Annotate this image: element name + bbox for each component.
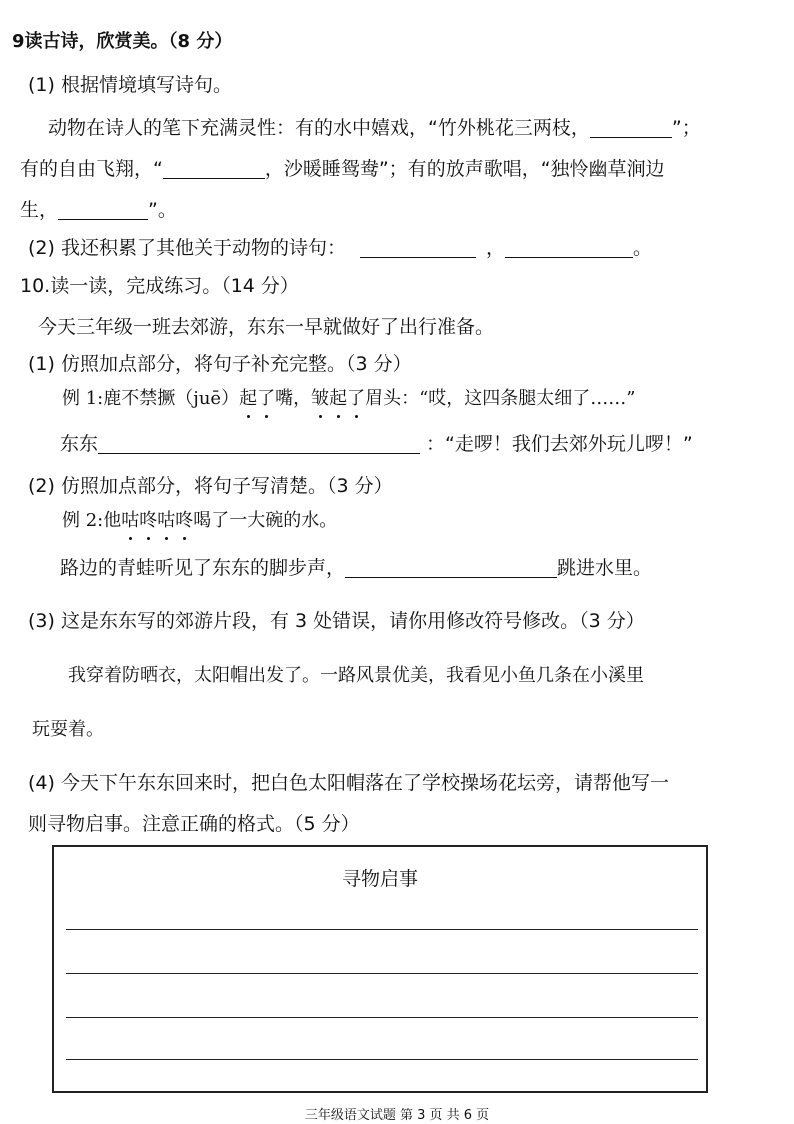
q9-line1: [48, 116, 701, 140]
ex1-dotted-1b: 了: [257, 388, 276, 409]
q9-line2-mid: ，沙暖睡鸳鸯”；有的放声歌唱，“独怜幽草涧边: [264, 158, 665, 180]
q9-blank-1[interactable]: [590, 119, 672, 138]
ex1-dotted-2c: 了: [347, 388, 366, 409]
q9-line1-text: 动物在诗人的笔下充满灵性：有的水中嬉戏，“竹外桃花三两枝，: [48, 117, 590, 139]
q10-blank-2[interactable]: [345, 559, 557, 578]
page-footer: 三年级语文试题 第 3 页 共 6 页: [304, 1108, 490, 1123]
q10-header: 10.读一读，完成练习。（14 分）: [20, 275, 299, 297]
q9-line2-start: 有的自由飞翔，“: [20, 158, 163, 180]
q9-part2-end: 。: [632, 237, 652, 259]
q9-part2-text: (2) 我还积累了其他关于动物的诗句：: [28, 237, 346, 259]
q10-blank-1[interactable]: [98, 435, 420, 454]
fill1-start: 东东: [60, 433, 99, 455]
writing-line-3[interactable]: [66, 1017, 698, 1018]
q9-line1-end: ”；: [671, 117, 701, 139]
ex1-mid1: 嘴，: [275, 388, 312, 409]
q10-passage-line2: 玩耍着。: [32, 719, 104, 740]
q10-fill1: [60, 432, 693, 456]
ex1-prefix: 例 1:鹿不禁撅（juē）: [62, 388, 240, 409]
q10-part3-label: (3) 这是东东写的郊游片段，有 3 处错误，请你用修改符号修改。（3 分）: [28, 610, 645, 632]
ex1-mid2: 眉头：“哎，这四条腿太细了……”: [365, 388, 636, 409]
q10-part4-line1: (4) 今天下午东东回来时，把白色太阳帽落在了学校操场花坛旁，请帮他写一: [28, 772, 669, 794]
ex2-suffix: 喝了一大碗的水。: [193, 510, 338, 531]
q10-passage-line1: 我穿着防晒衣，太阳帽出发了。一路风景优美，我看见小鱼几条在小溪里: [68, 665, 644, 686]
q9-part2-comma: ，: [485, 237, 505, 259]
q9-blank-5[interactable]: [505, 239, 633, 258]
ex2-dot-2: 咚: [139, 510, 158, 531]
q10-example2: [62, 509, 337, 533]
writing-line-1[interactable]: [66, 929, 698, 930]
q9-line3-start: 生，: [20, 199, 59, 221]
q10-part1-label: (1) 仿照加点部分，将句子补充完整。（3 分）: [28, 353, 412, 375]
ex1-dotted-1a: 起: [239, 388, 258, 409]
q9-part1-label: (1) 根据情境填写诗句。: [28, 74, 232, 96]
writing-line-2[interactable]: [66, 973, 698, 974]
q9-line2: [20, 157, 665, 181]
q9-line3: [20, 198, 177, 222]
notice-title: 寻物启事: [341, 868, 418, 890]
writing-line-4[interactable]: [66, 1059, 698, 1060]
q9-blank-3[interactable]: [58, 201, 148, 220]
ex2-dot-1: 咕: [121, 510, 140, 531]
notice-writing-box[interactable]: [52, 845, 708, 1093]
ex1-dotted-2b: 起: [329, 388, 348, 409]
q9-blank-2[interactable]: [163, 160, 265, 179]
q10-part4-line2: 则寻物启事。注意正确的格式。（5 分）: [28, 813, 360, 835]
fill2-end: 跳进水里。: [557, 557, 653, 579]
q10-fill2: [60, 556, 652, 580]
ex1-dotted-2a: 皱: [311, 388, 330, 409]
q10-intro: 今天三年级一班去郊游，东东一早就做好了出行准备。: [38, 316, 495, 338]
q10-part2-label: (2) 仿照加点部分，将句子写清楚。（3 分）: [28, 475, 393, 497]
q9-header: 9读古诗，欣赏美。（8 分）: [12, 31, 233, 52]
ex2-dot-4: 咚: [175, 510, 194, 531]
q9-part2: [28, 236, 652, 260]
q9-blank-4[interactable]: [360, 239, 476, 258]
ex2-prefix: 例 2:他: [62, 510, 122, 531]
q9-line3-end: ”。: [148, 199, 177, 221]
fill2-start: 路边的青蛙听见了东东的脚步声，: [60, 557, 346, 579]
fill1-end: ：“走啰！我们去郊外玩儿啰！”: [426, 433, 693, 455]
ex2-dot-3: 咕: [157, 510, 176, 531]
q10-example1: [62, 387, 635, 411]
